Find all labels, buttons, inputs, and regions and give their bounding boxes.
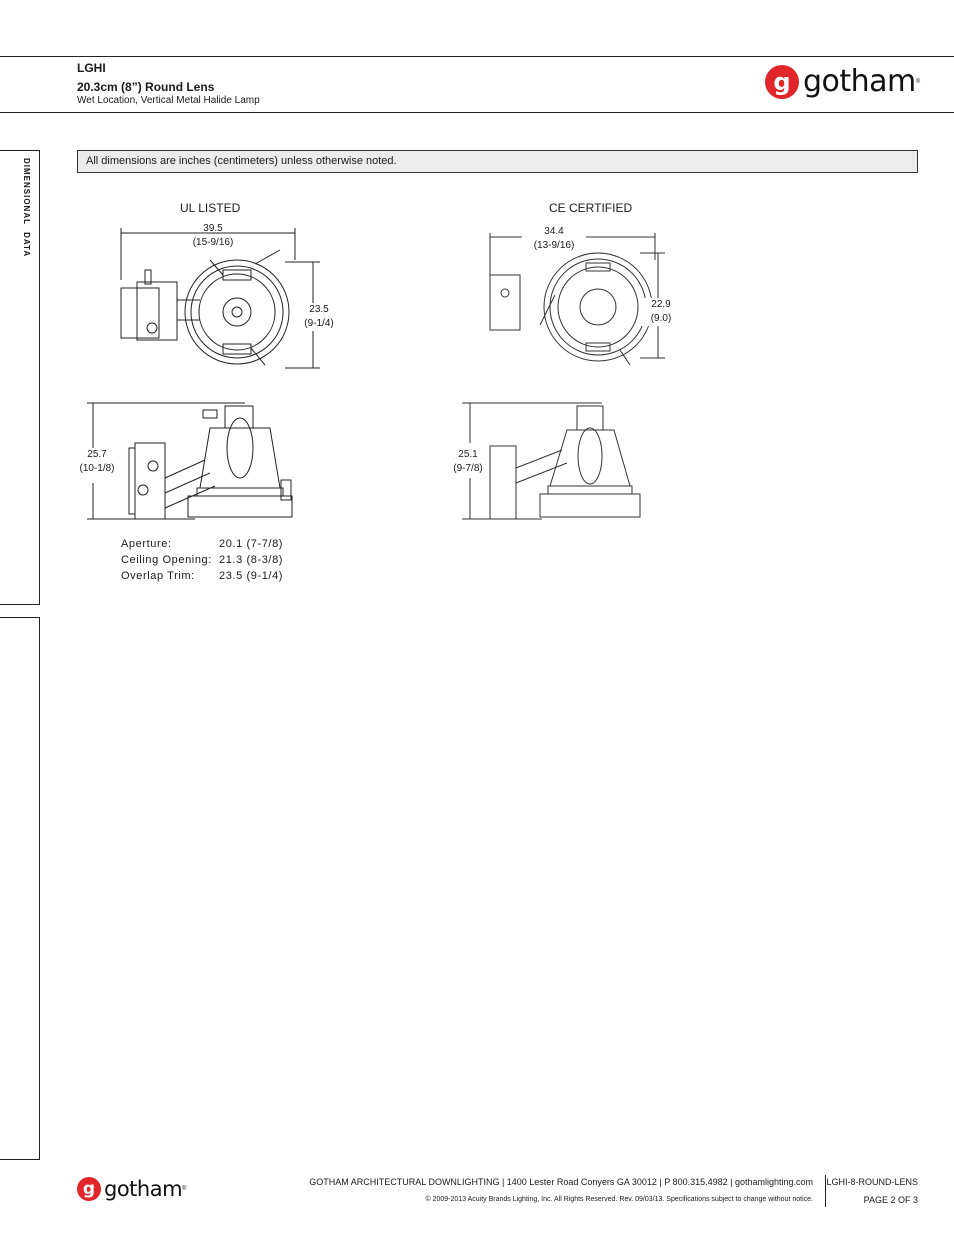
spec-label: Aperture: [121, 538, 172, 550]
spec-value: 20.1 (7-7/8) [219, 538, 284, 550]
dim-value-fraction: (10-1/8) [79, 463, 115, 474]
spec-value: 21.3 (8-3/8) [219, 554, 284, 566]
side-tab-label: DIMENSIONAL DATA [22, 158, 31, 258]
ce-top-height-dimension [640, 298, 682, 326]
header-bottom-rule [0, 112, 954, 113]
gotham-logo-icon: g [77, 1177, 101, 1201]
spec-value: 23.5 (9-1/4) [219, 570, 284, 582]
ce-side-height-dimension [449, 448, 487, 476]
spec-row [121, 568, 283, 584]
logo-registered-mark: ® [915, 78, 921, 85]
ce-certified-title: CE CERTIFIED [549, 201, 633, 215]
footer-page-number: PAGE 2 OF 3 [863, 1195, 918, 1205]
dim-value-fraction: (9-7/8) [453, 463, 483, 474]
footer-logo [77, 1177, 186, 1201]
ul-listed-title: UL LISTED [180, 201, 241, 215]
dim-value: 22.9 [651, 299, 671, 310]
spec-label: Ceiling Opening: [121, 554, 212, 566]
logo-wordmark: gotham [803, 64, 916, 99]
dim-value: 34.4 [544, 226, 564, 237]
spec-row [121, 536, 283, 552]
logo-registered-mark: ® [182, 1186, 187, 1192]
ce-side-view-drawing [462, 398, 652, 526]
logo-wordmark: gotham [104, 1177, 183, 1201]
product-title: 20.3cm (8”) Round Lens [77, 80, 215, 94]
ul-top-width-dimension [175, 222, 251, 250]
footer-doc-id: LGHI-8-ROUND-LENS [826, 1177, 918, 1187]
header-top-rule [0, 56, 954, 57]
side-tab-dimensional [0, 150, 40, 605]
dim-value: 25.1 [458, 449, 478, 460]
side-tab-blank [0, 617, 40, 1160]
ul-top-height-dimension [298, 303, 340, 331]
dim-value: 25.7 [87, 449, 107, 460]
header-logo [765, 64, 920, 99]
spec-table [121, 536, 283, 584]
dim-value: 23.5 [309, 304, 329, 315]
dim-value-fraction: (13-9/16) [533, 240, 575, 251]
ul-side-height-dimension [75, 448, 119, 476]
spec-label: Overlap Trim: [121, 570, 195, 582]
dim-value-fraction: (9.0) [650, 313, 672, 324]
footer-address: GOTHAM ARCHITECTURAL DOWNLIGHTING | 1400 Lester Road Conyers GA 30012 | P 800.315.4982 | gothamlighting.com [309, 1177, 813, 1187]
dim-value-fraction: (9-1/4) [304, 318, 334, 329]
gotham-logo-icon: g [765, 65, 799, 99]
footer-copyright: © 2009-2013 Acuity Brands Lighting, Inc. All Rights Reserved. Rev. 09/03/13. Specifications subject to change without notice. [425, 1196, 813, 1203]
dimensions-note: All dimensions are inches (centimeters) unless otherwise noted. [77, 150, 918, 173]
spec-row [121, 552, 283, 568]
ce-top-width-dimension [522, 225, 586, 253]
product-subtitle: Wet Location, Vertical Metal Halide Lamp [77, 95, 260, 106]
product-code: LGHI [77, 61, 106, 75]
dim-value: 39.5 [203, 223, 223, 234]
dim-value-fraction: (15-9/16) [192, 237, 234, 248]
